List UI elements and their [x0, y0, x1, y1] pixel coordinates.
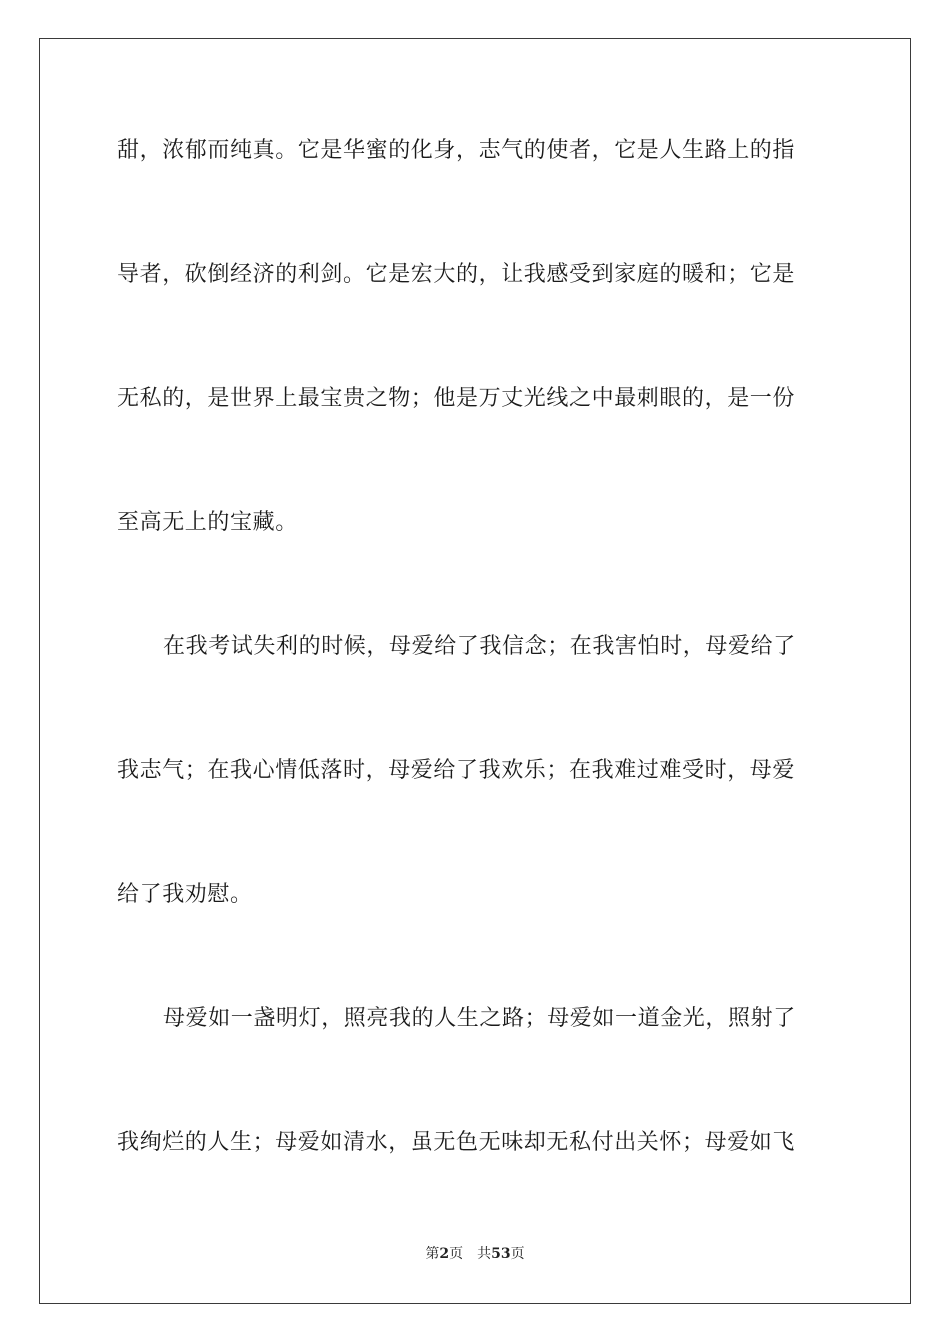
paragraph-line: 母爱如一盏明灯，照亮我的人生之路；母爱如一道金光，照射了	[163, 1006, 796, 1031]
paragraph-line: 给了我劝慰。	[117, 882, 253, 907]
page-suffix: 页	[449, 1246, 464, 1262]
total-pages: 53	[491, 1246, 511, 1262]
paragraph-line: 甜，浓郁而纯真。它是华蜜的化身，志气的使者，它是人生路上的指	[117, 138, 796, 163]
page-footer	[0, 1245, 950, 1263]
page-border	[39, 38, 911, 1304]
page-prefix: 第	[425, 1246, 440, 1262]
paragraph-line: 导者，砍倒经济的利剑。它是宏大的，让我感受到家庭的暖和；它是	[117, 262, 796, 287]
paragraph-line: 我绚烂的人生；母爱如清水，虽无色无味却无私付出关怀；母爱如飞	[117, 1130, 796, 1155]
paragraph-line: 在我考试失利的时候，母爱给了我信念；在我害怕时，母爱给了	[163, 634, 796, 659]
total-prefix: 共	[477, 1246, 492, 1262]
paragraph-line: 无私的，是世界上最宝贵之物；他是万丈光线之中最刺眼的，是一份	[117, 386, 796, 411]
total-suffix: 页	[510, 1246, 525, 1262]
paragraph-line: 我志气；在我心情低落时，母爱给了我欢乐；在我难过难受时，母爱	[117, 758, 796, 783]
page-number: 2	[439, 1246, 450, 1262]
paragraph-line: 至高无上的宝藏。	[117, 510, 298, 535]
